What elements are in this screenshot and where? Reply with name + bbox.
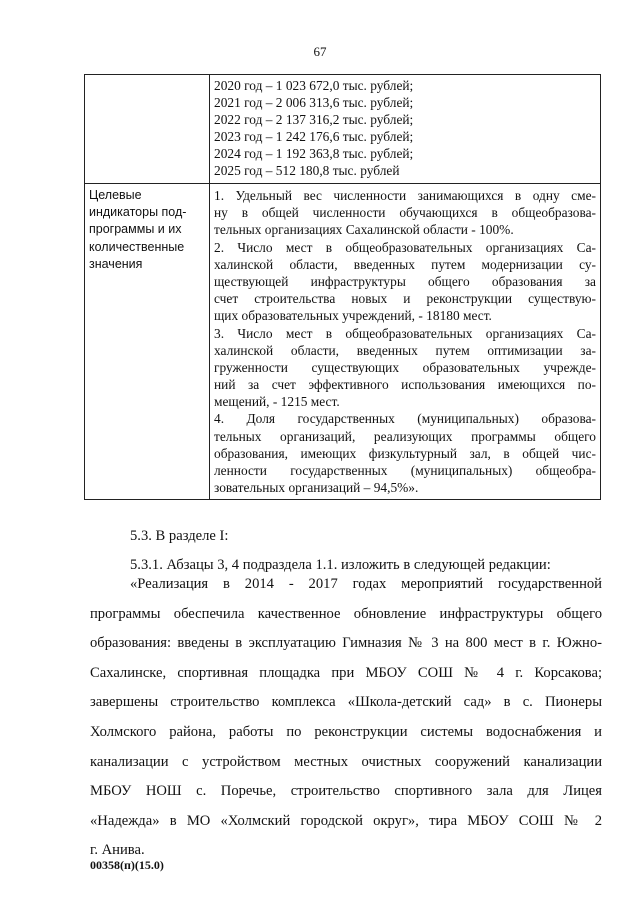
indicator-line: ленности государственных (муниципальных) общеобра- bbox=[214, 463, 596, 478]
indicators-label-line: количественные bbox=[89, 239, 185, 254]
indicator-line: тельных организациях Сахалинской области - 100%. bbox=[214, 222, 514, 238]
section-subheading: 5.3.1. Абзацы 3, 4 подраздела 1.1. изложить в следующей редакции: bbox=[130, 557, 551, 573]
finance-line: 2025 год – 512 180,8 тыс. рублей bbox=[214, 163, 400, 178]
paragraph-line: МБОУ НОШ с. Поречье, строительство спортивного зала для Лицея bbox=[90, 783, 602, 800]
indicator-line: халинской области, введенных путем оптимизации за- bbox=[214, 342, 596, 358]
financing-values-cell bbox=[210, 75, 601, 184]
paragraph-line: Сахалинске, спортивная площадка при МБОУ СОШ № 4 г. Корсакова; bbox=[90, 664, 602, 681]
finance-line: 2020 год – 1 023 672,0 тыс. рублей; bbox=[214, 78, 414, 93]
indicator-line: щих образовательных учреждений, - 18180 мест. bbox=[214, 308, 492, 324]
paragraph-line: завершены строительство комплекса «Школа-детский сад» в с. Пионеры bbox=[90, 694, 602, 711]
indicator-line: ний за счет эффективного использования имеющихся по- bbox=[214, 377, 596, 393]
paragraph-line: «Надежда» в МО «Холмский городской округ», тира МБОУ СОШ № 2 bbox=[90, 812, 602, 829]
indicator-line: 2. Число мест в общеобразовательных организациях Са- bbox=[214, 239, 596, 255]
paragraph-line: программы обеспечила качественное обновление инфраструктуры общего bbox=[90, 605, 602, 622]
finance-line: 2023 год – 1 242 176,6 тыс. рублей; bbox=[214, 129, 414, 144]
indicator-line: мещений, - 1215 мест. bbox=[214, 394, 340, 410]
document-code: 00358(п)(15.0) bbox=[90, 858, 164, 872]
finance-line: 2021 год – 2 006 313,6 тыс. рублей; bbox=[214, 95, 414, 110]
indicators-label-line: программы и их bbox=[89, 222, 182, 237]
table-row-financing bbox=[85, 75, 601, 184]
finance-line: 2022 год – 2 137 316,2 тыс. рублей; bbox=[214, 112, 414, 127]
program-passport-table bbox=[84, 74, 601, 500]
indicators-label-line: индикаторы под- bbox=[89, 205, 187, 220]
indicator-line: ществующей инфраструктуры общего образования за bbox=[214, 273, 596, 289]
page-number: 67 bbox=[313, 44, 327, 59]
finance-line: 2024 год – 1 192 363,8 тыс. рублей; bbox=[214, 146, 414, 161]
indicator-line: тельных организаций, реализующих программы общего bbox=[214, 428, 596, 444]
indicator-line: 4. Доля государственных (муниципальных) образова- bbox=[214, 411, 596, 427]
indicator-line: ну в общей численности обучающихся в общеобразова- bbox=[214, 205, 596, 221]
indicator-line: зовательных организаций – 94,5%». bbox=[214, 480, 419, 496]
indicator-line: 1. Удельный вес численности занимающихся в одну сме- bbox=[214, 188, 596, 203]
paragraph-line: канализации с устройством местных очистных сооружений канализации bbox=[90, 753, 602, 770]
paragraph-line: образования: введены в эксплуатацию Гимназия № 3 на 800 мест в г. Южно- bbox=[90, 635, 602, 652]
indicators-label-line: Целевые bbox=[89, 188, 142, 202]
financing-label-cell bbox=[85, 75, 210, 184]
indicator-line: халинской области, введенных путем модернизации су- bbox=[214, 256, 596, 272]
indicators-label-cell bbox=[85, 184, 210, 500]
indicator-line: 3. Число мест в общеобразовательных организациях Са- bbox=[214, 325, 596, 341]
indicators-label-line: значения bbox=[89, 256, 143, 271]
indicators-values-cell bbox=[210, 184, 601, 500]
indicator-line: счет строительства новых и реконструкции существую- bbox=[214, 291, 596, 307]
paragraph-line: «Реализация в 2014 - 2017 годах мероприятий государственной bbox=[130, 576, 602, 592]
paragraph-line: Холмского района, работы по реконструкции системы водоснабжения и bbox=[90, 723, 602, 740]
paragraph-line: г. Анива. bbox=[90, 842, 145, 859]
indicator-line: образования, имеющих физкультурный зал, в общей чис- bbox=[214, 445, 596, 461]
table-row-indicators bbox=[85, 184, 601, 500]
section-heading: 5.3. В разделе I: bbox=[130, 528, 229, 544]
indicator-line: груженности существующих образовательных учрежде- bbox=[214, 359, 596, 375]
section-paragraph bbox=[90, 570, 602, 866]
